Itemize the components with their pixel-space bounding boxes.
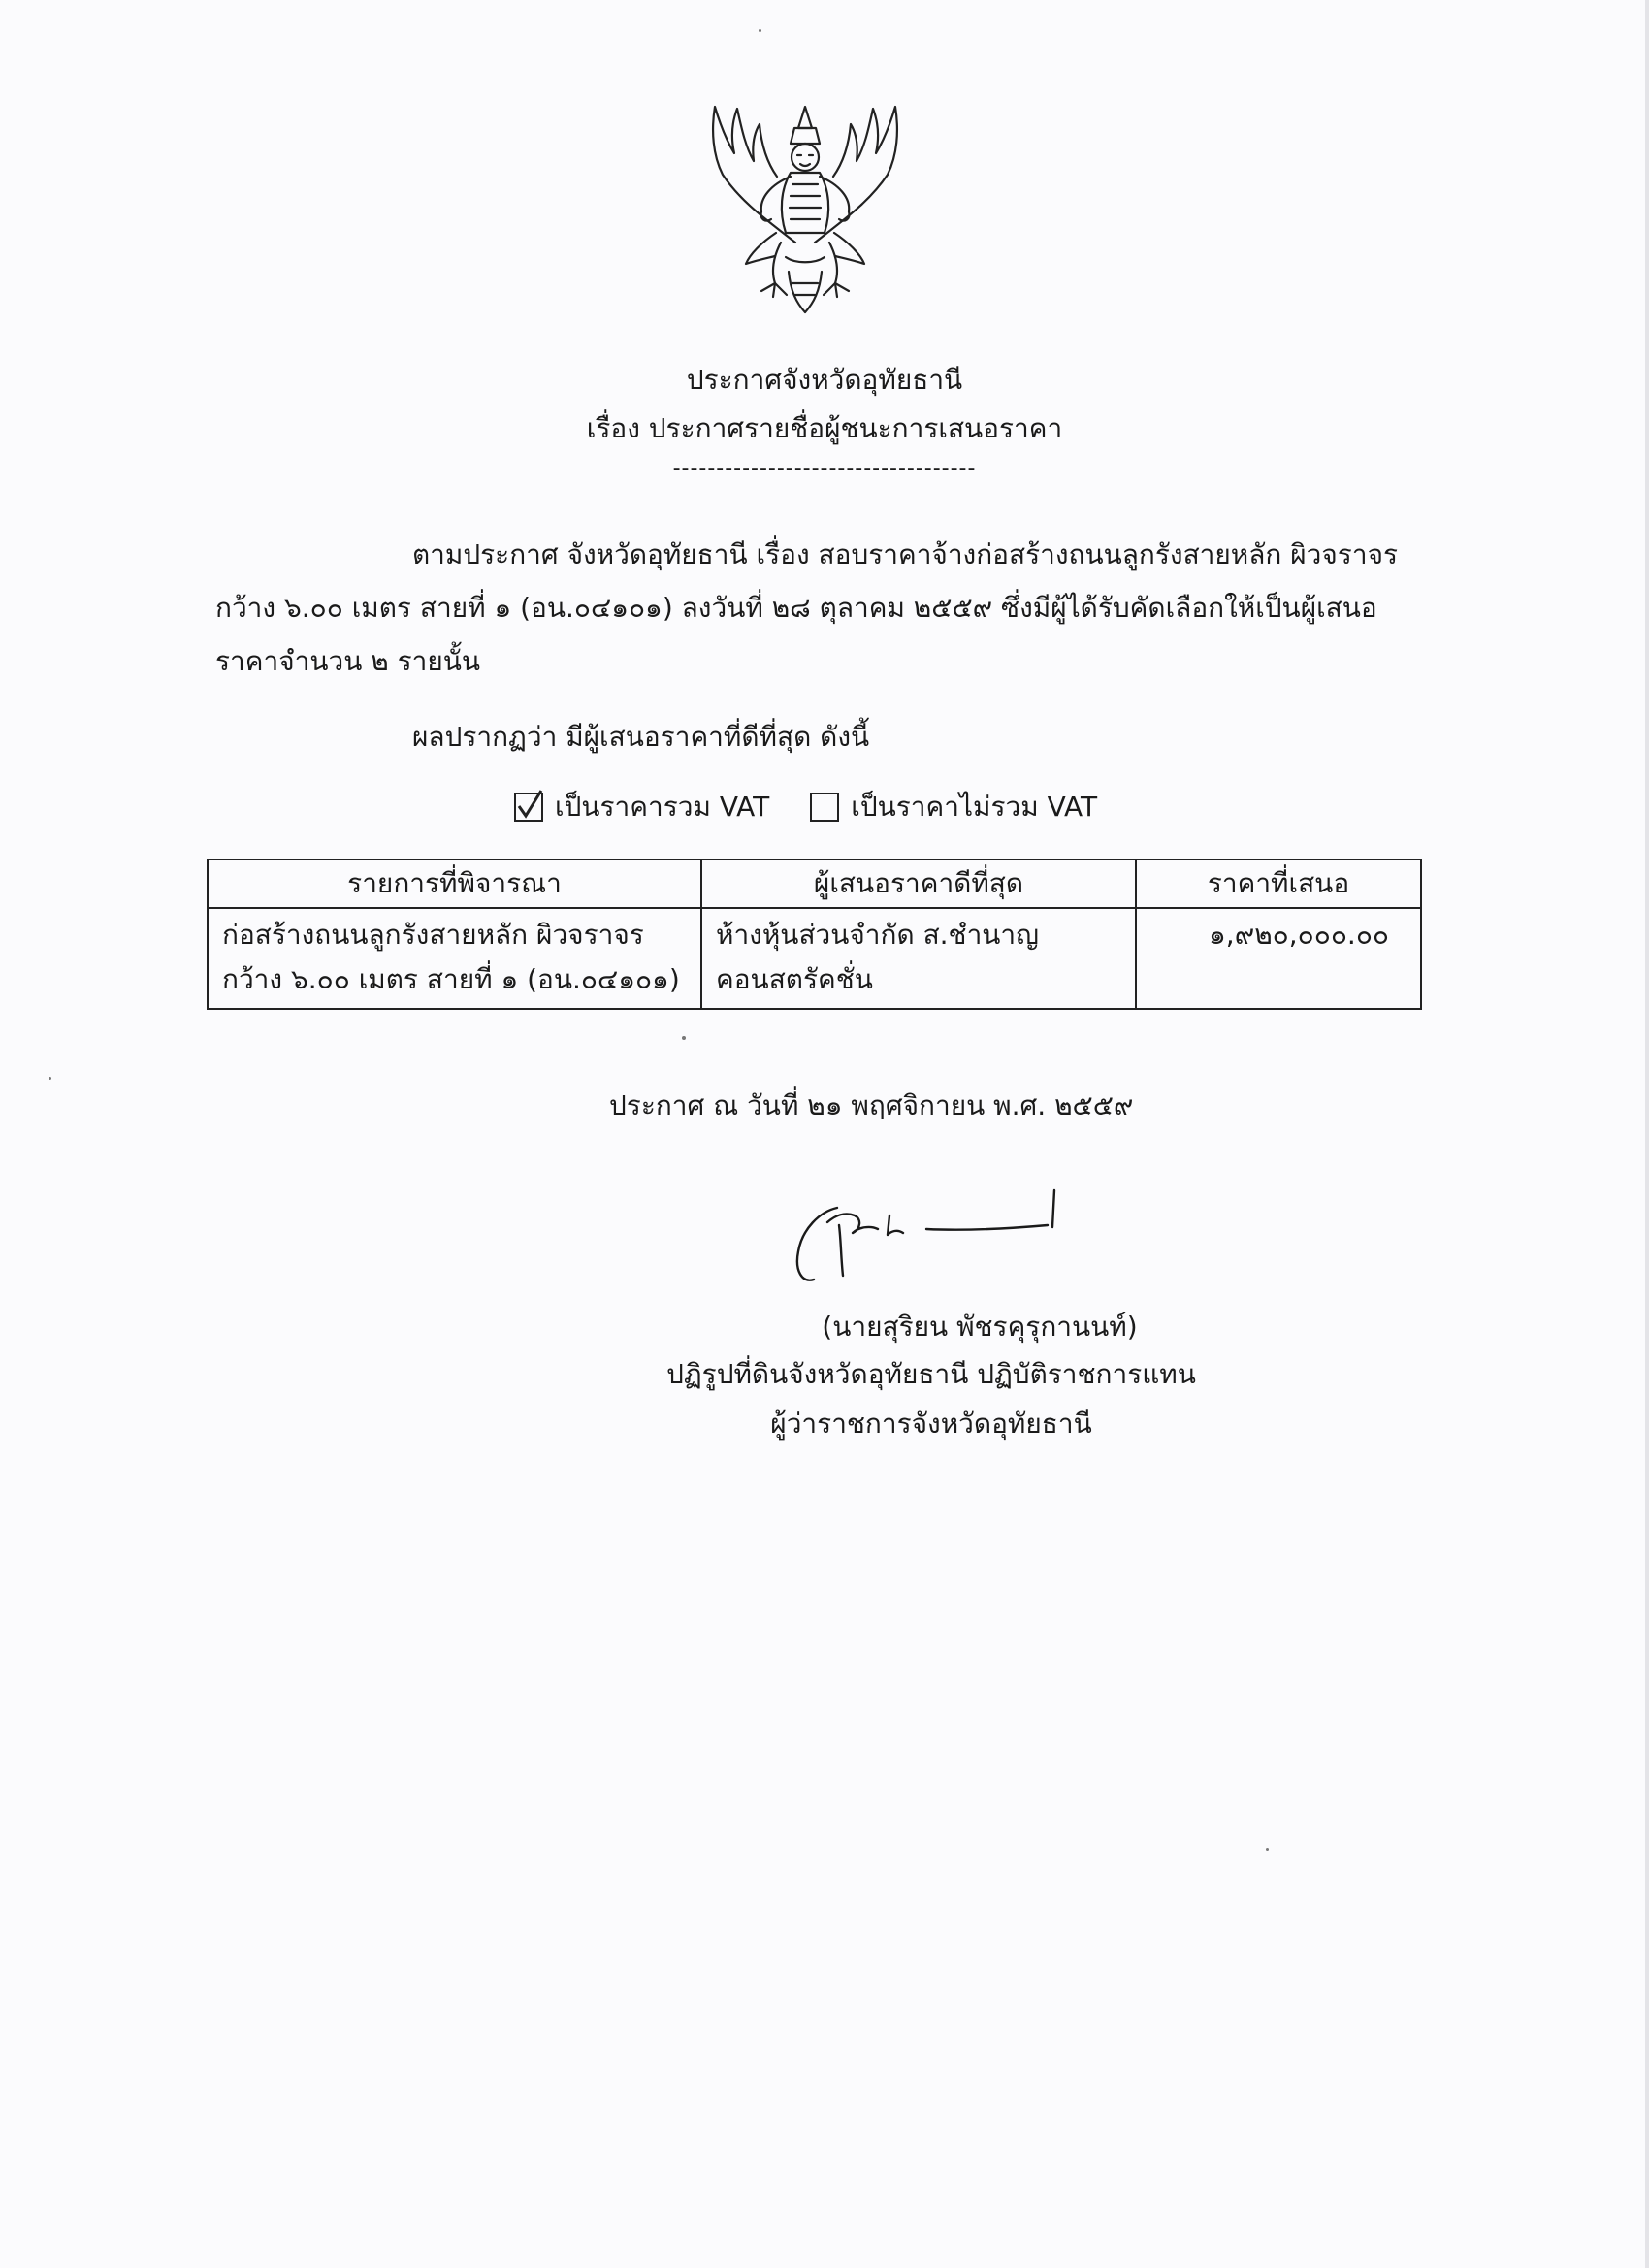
table-header-row <box>208 859 1421 908</box>
title-divider: ----------------------------------- <box>672 456 977 480</box>
body-line-2: กว้าง ๖.๐๐ เมตร สายที่ ๑ (อน.๐๔๑๐๑) ลงวันที่ ๒๘ ตุลาคม ๒๕๕๙ ซึ่งมีผู้ได้รับคัดเลือกให้เป็นผู้เสนอ <box>215 592 1377 624</box>
signatory-on-behalf: ผู้ว่าราชการจังหวัดอุทัยธานี <box>770 1408 1092 1440</box>
checkmark-icon <box>514 787 545 822</box>
signatory-position: ปฏิรูปที่ดินจังหวัดอุทัยธานี ปฏิบัติราชการแทน <box>666 1358 1196 1390</box>
vat-excluded-checkbox[interactable] <box>810 793 839 822</box>
garuda-emblem <box>703 97 907 320</box>
item-line-2: กว้าง ๖.๐๐ เมตร สายที่ ๑ (อน.๐๔๑๐๑) <box>222 963 680 995</box>
vat-included-label: เป็นราคารวม VAT <box>555 791 770 823</box>
vat-included-checkbox[interactable] <box>514 793 543 822</box>
scan-speck <box>682 1036 686 1040</box>
bidder-line-2: คอนสตรัคชั่น <box>716 963 873 995</box>
price-value: ๑,๙๒๐,๐๐๐.๐๐ <box>1209 919 1389 951</box>
item-cell <box>208 908 701 1009</box>
item-line-1: ก่อสร้างถนนลูกรังสายหลัก ผิวจราจร <box>222 919 644 951</box>
document-title: ประกาศจังหวัดอุทัยธานี <box>686 364 963 396</box>
header-price: ราคาที่เสนอ <box>1136 859 1421 908</box>
header-bidder: ผู้เสนอราคาดีที่สุด <box>701 859 1136 908</box>
result-table <box>207 859 1422 1010</box>
bidder-line-1: ห้างหุ้นส่วนจำกัด ส.ชำนาญ <box>716 919 1040 951</box>
body-line-3: ราคาจำนวน ๒ รายนั้น <box>215 645 481 677</box>
bidder-cell <box>701 908 1136 1009</box>
body-line-1: ตามประกาศ จังหวัดอุทัยธานี เรื่อง สอบราคาจ้างก่อสร้างถนนลูกรังสายหลัก ผิวจราจร <box>412 538 1399 570</box>
scan-speck <box>48 1077 51 1080</box>
result-intro: ผลปรากฏว่า มีผู้เสนอราคาที่ดีที่สุด ดังนี้ <box>412 721 870 753</box>
announce-date: ประกาศ ณ วันที่ ๒๑ พฤศจิกายน พ.ศ. ๒๕๕๙ <box>609 1089 1134 1121</box>
vat-options <box>514 786 1097 828</box>
vat-excluded-label: เป็นราคาไม่รวม VAT <box>851 791 1098 823</box>
price-cell <box>1136 908 1421 1009</box>
signatory-name: (นายสุริยน พัชรคุรุกานนท์) <box>822 1311 1138 1343</box>
scan-speck <box>759 29 761 32</box>
table-row <box>208 908 1421 1009</box>
scan-speck <box>1266 1848 1269 1851</box>
document-subject: เรื่อง ประกาศรายชื่อผู้ชนะการเสนอราคา <box>586 412 1063 444</box>
handwritten-signature <box>781 1179 1072 1295</box>
header-item: รายการที่พิจารณา <box>208 859 701 908</box>
page-edge <box>1645 0 1649 2268</box>
